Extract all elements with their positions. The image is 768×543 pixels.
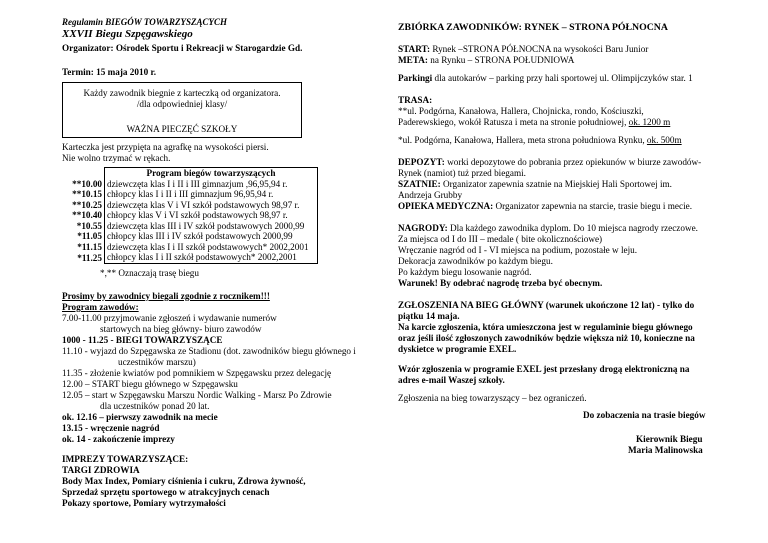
program-line: 1000 - 11.25 - BIEGI TOWARZYSZĄCE xyxy=(62,335,223,345)
medical-text: Organizator zapewnia na starcie, trasie biegu i mecie. xyxy=(493,201,693,211)
medical-info xyxy=(398,201,692,212)
schedule-desc: chłopcy klas III i IV szkół podstawowych 2000,99 xyxy=(105,231,318,242)
schedule-time: **10.40 xyxy=(72,210,102,221)
notice-line-3: WAŻNA PIECZĘĆ SZKOŁY xyxy=(126,124,238,134)
awards-line: Po każdym biegu losowanie nagród. xyxy=(398,267,532,277)
program-line: 12.05 – start w Szpęgawsku Marszu Nordic Walking - Marsz Po Zdrowie xyxy=(62,390,332,400)
schedule-header-row xyxy=(62,168,318,179)
schedule-desc: chłopcy klas I i II i III gimnazjum 96,95,94 r. xyxy=(105,189,318,200)
schedule-time: **10.00 xyxy=(72,178,102,189)
program-line: 13.15 - wręczenie nagród xyxy=(62,423,160,433)
route-distance: ok. 1200 m xyxy=(628,117,671,127)
awards-line: Wręczanie nagród od I - VI miejsca na podium, pozostałe w leju. xyxy=(398,245,638,255)
schedule-desc: chłopcy klas V i VI szkół podstawowych 98,97 r. xyxy=(105,210,318,221)
entries-line: dyskietce w programie EXEL. xyxy=(398,344,517,354)
extras-heading: IMPREZY TOWARZYSZĄCE: xyxy=(62,454,189,464)
awards-line: Za miejsca od I do III – medale ( bite okolicznościowe) xyxy=(398,234,603,244)
schedule-time: *11.05 xyxy=(77,231,102,242)
program-line: startowych na bieg główny- biuro zawodów xyxy=(100,324,262,334)
schedule-time: **10.15 xyxy=(72,189,102,200)
start-label: START: xyxy=(398,44,431,54)
schedule-desc: chłopcy klas I i II szkół podstawowych* 2002,2001 xyxy=(105,252,318,263)
extras-line: Body Max Index, Pomiary ciśnienia i cukru, Zdrowa żywność, xyxy=(62,476,306,486)
program-line: 11.10 - wyjazd do Szpęgawska ze Stadionu (dot. zawodników biegu głównego i xyxy=(62,346,356,356)
exel-line: adres e-mail Waszej szkoły. xyxy=(398,375,505,385)
table-row xyxy=(62,200,318,211)
program-heading-2: Program zawodów: xyxy=(62,302,139,312)
schedule-desc: dziewczęta klas V i VI szkół podstawowych 98,97 r. xyxy=(105,200,318,211)
table-row xyxy=(62,221,318,232)
signature-name: Maria Malinowska xyxy=(628,445,703,455)
notice-box xyxy=(62,82,302,138)
program-line: ok. 14 - zakończenie imprezy xyxy=(62,434,175,444)
changing-info xyxy=(398,179,672,190)
finish-label: META: xyxy=(398,55,428,65)
deposit-text: worki depozytowe do pobrania przez opiekunów w biurze zawodów- xyxy=(444,157,702,167)
program-line: ok. 12.16 – pierwszy zawodnik na mecie xyxy=(62,412,218,422)
parking-label: Parkingi xyxy=(398,73,433,83)
program-line: 12.00 – START biegu głównego w Szpęgawsku xyxy=(62,379,238,389)
entries-line: piątku 14 maja. xyxy=(398,311,460,321)
table-row xyxy=(62,231,318,242)
awards-text: Dla każdego zawodnika dyplom. Do 10 miejsca nagrody rzeczowe. xyxy=(447,223,698,233)
route-distance: ok. 500m xyxy=(646,135,682,145)
card-note-2: Nie wolno trzymać w rękach. xyxy=(62,153,171,163)
extras-line: Pokazy sportowe, Pomiary wytrzymałości xyxy=(62,498,226,508)
program-line: 7.00-11.00 przyjmowanie zgłoszeń i wydawanie numerów xyxy=(62,313,277,323)
entries-line: ZGŁOSZENIA NA BIEG GŁÓWNY (warunek ukończone 12 lat) - tylko do xyxy=(398,300,695,310)
route-label: TRASA: xyxy=(398,95,433,105)
event-date: Termin: 15 maja 2010 r. xyxy=(62,67,156,77)
limit-note: Zgłoszenia na bieg towarzyszący – bez ograniczeń. xyxy=(398,393,587,403)
farewell: Do zobaczenia na trasie biegów xyxy=(583,410,706,420)
regulation-title: Regulamin BIEGÓW TOWARZYSZĄCYCH xyxy=(62,17,228,27)
schedule-table xyxy=(62,167,318,264)
program-line: uczestników marszu) xyxy=(118,357,196,367)
medical-label: OPIEKA MEDYCZNA: xyxy=(398,201,494,211)
finish-text: na Rynku – STRONA POŁUDNIOWA xyxy=(427,55,575,65)
gathering-heading: ZBIÓRKA ZAWODNIKÓW: RYNEK – STRONA PÓŁNOCNA xyxy=(398,22,668,33)
entries-line: oraz jeśli ilość zgłoszonych zawodników będzie większa niż 10, konieczne na xyxy=(398,333,695,343)
table-row xyxy=(62,252,318,263)
parking-text: dla autokarów – parking przy hali sportowej ul. Olimpijczyków star. 1 xyxy=(432,73,693,83)
start-text: Rynek –STRONA PÓŁNOCNA na wysokości Baru Junior xyxy=(430,44,649,54)
awards-line: Dekoracja zawodników po każdym biegu. xyxy=(398,256,553,266)
extras-line: Sprzedaż sprzętu sportowego w atrakcyjnych cenach xyxy=(62,487,270,497)
route-line: **ul. Podgórna, Kanałowa, Hallera, Chojnicka, rondo, Kościuszki, xyxy=(398,106,644,116)
program-line: dla uczestników ponad 20 lat. xyxy=(100,401,210,411)
notice-line-2: /dla odpowiedniej klasy/ xyxy=(136,99,228,109)
deposit-label: DEPOZYT: xyxy=(398,157,445,167)
changing-line: Andrzeja Grubby xyxy=(398,190,463,200)
program-line: 11.35 - złożenie kwiatów pod pomnikiem w Szpęgawsku przez delegację xyxy=(62,368,332,378)
route-line xyxy=(398,135,682,146)
event-title: XXVII Biegu Szpęgawskiego xyxy=(62,28,193,40)
exel-line: Wzór zgłoszenia w programie EXEL jest przesłany drogą elektroniczną na xyxy=(398,364,690,374)
table-row xyxy=(62,179,318,190)
table-row xyxy=(62,242,318,253)
schedule-time: **10.25 xyxy=(72,199,102,210)
schedule-time: *11.15 xyxy=(77,241,102,252)
changing-label: SZATNIE: xyxy=(398,179,441,189)
schedule-desc: dziewczęta klas I i II i III gimnazjum ,96,95,94 r. xyxy=(105,179,318,190)
schedule-footnote: *,** Oznaczają trasę biegu xyxy=(100,268,199,278)
schedule-time: *10.55 xyxy=(76,220,102,231)
route-text: Paderewskiego, wokół Ratusza i meta na stronie południowej, xyxy=(398,117,629,127)
entries-line: Na karcie zgłoszenia, która umieszczona jest w regulaminie biegu głównego xyxy=(398,322,693,332)
schedule-header: Program biegów towarzyszących xyxy=(105,168,318,179)
awards-label: NAGRODY: xyxy=(398,223,448,233)
deposit-info xyxy=(398,157,701,168)
organizer: Organizator: Ośrodek Sportu i Rekreacji w Starogardzie Gd. xyxy=(62,43,303,53)
schedule-desc: dziewczęta klas III i IV szkół podstawowych 2000,99 xyxy=(105,221,318,232)
changing-text: Organizator zapewnia szatnie na Miejskiej Hali Sportowej im. xyxy=(440,179,672,189)
schedule-desc: dziewczęta klas I i II szkół podstawowych* 2002,2001 xyxy=(105,242,318,253)
table-row xyxy=(62,210,318,221)
schedule-time: *11.25 xyxy=(77,252,102,263)
notice-line-1: Każdy zawodnik biegnie z karteczką od organizatora. xyxy=(83,88,281,98)
card-note-1: Karteczka jest przypięta na agrafkę na wysokości piersi. xyxy=(62,142,269,152)
awards-condition: Warunek! By odebrać nagrodę trzeba być obecnym. xyxy=(398,278,603,288)
route-line xyxy=(398,117,670,128)
extras-line: TARGI ZDROWIA xyxy=(62,465,140,475)
start-info xyxy=(398,44,648,55)
signature-title: Kierownik Biegu xyxy=(636,434,703,444)
program-heading-1: Prosimy by zawodnicy biegali zgodnie z rocznikem!!! xyxy=(62,291,270,301)
finish-info xyxy=(398,55,574,66)
route-text: *ul. Podgórna, Kanałowa, Hallera, meta strona południowa Rynku, xyxy=(398,135,647,145)
deposit-line: Rynek (namiot) tuż przed biegami. xyxy=(398,168,526,178)
table-row xyxy=(62,189,318,200)
awards-info xyxy=(398,223,698,234)
parking-info xyxy=(398,73,693,84)
